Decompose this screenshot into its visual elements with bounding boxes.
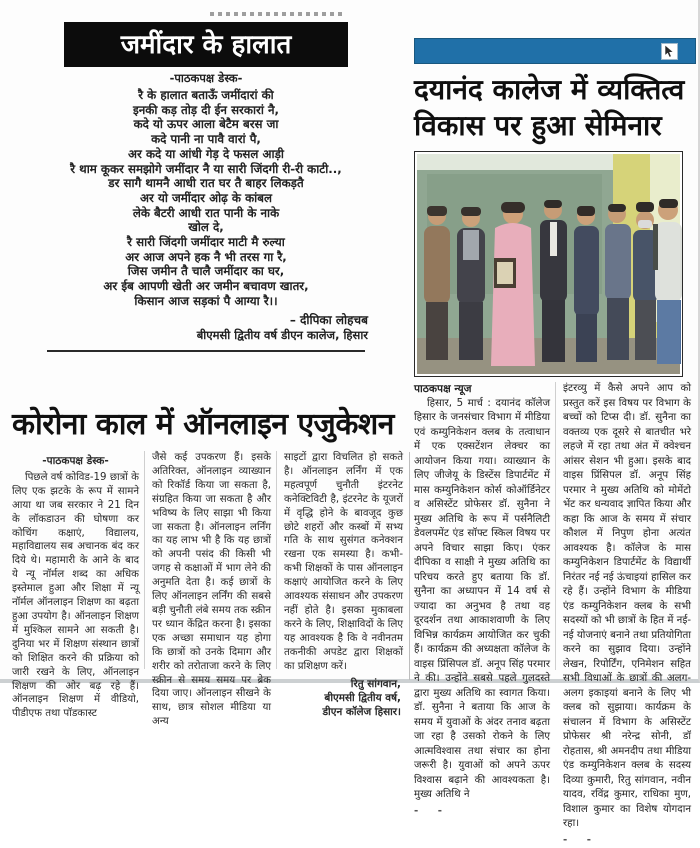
online-education-text-col2: जैसे कई उपकरण हैं। इसके अतिरिक्त, ऑनलाइन व्याख्यान को रिकॉर्ड किया जा सकता है, संग्रहित किया जा सकता है और भविष्य के लिए साझा भी किया जा सकता है। ऑनलाइन लर्निंग का यह लाभ भी है कि यह छात्रों को अपनी पसंद की किसी भी जगह से कक्षाओं में भाग लेने की अनुमति देता है। कई छात्रों के लिए ऑनलाइन लर्निंग की सबसे बड़ी चुनौती लंबे समय तक स्क्रीन पर ध्यान केंद्रित करना है। इसका एक अच्छा समाधान यह होगा कि छात्रों को उनके दिमाग और शरीर को तरोताजा करने के लिए स्क्रीन से समय समय पर ब्रेक दिया जाए। ऑनलाइन सीखने के साथ, छात्र सोशल मीडिया या अन्य [152,451,271,729]
page-box [661,43,678,60]
poem-line: रै सारी जिंदगी जमींदार माटी मै रुल्या [30,235,382,250]
seminar-group-photo [417,154,680,374]
online-education-column-1 [12,451,144,669]
online-education-signature-class: बीएमसी द्वितीय वर्ष, [284,691,401,705]
epaper-blue-bar [414,38,696,64]
poem-headline: जमींदार के हालात [64,22,348,67]
poem-line: अर कदे या आंधी गेड़ दे फसल आड़ी [30,147,382,162]
poem-line: जिस जमीन तै चालै जमींदार का घर, [30,264,382,279]
online-education-signature-college: डीएन कॉलेज हिसार। [284,705,401,719]
article-divider-rule [47,350,365,352]
end-mark: - - [414,805,550,820]
poem-line: रै के हालात बताऊँ जमींदारां की [30,88,382,103]
online-education-column-3 [276,451,408,669]
seminar-text-col2: इंटरव्यु में कैसे अपने आप को प्रस्तुत करें इस विषय पर विभाग के बच्चों को टिप्स दी। डॉ. सुनैना का वक्तव्य एक दूसरे से बातचीत भरे लहजे में रहा तथा अंत में क्वेश्चन आंसर सेशन भी हुआ। इसके बाद वाइस प्रिंसिपल डॉ. अनूप सिंह परमार ने मुख्य अतिथि को मोमेंटो भेंट कर धन्यवाद ज्ञापित किया और कहा कि आज के समय में संचार कौशल में निपुण होना अत्यंत आवश्यक है। कॉलेज के मास कम्युनिकेशन डिपार्टमेंट के विद्यार्थी निरंतर नई नई ऊंचाइयां हासिल कर रहे हैं। उन्होंने विभाग के मीडिया एंड कम्युनिकेशन क्लब के सभी सदस्यों को भी छात्रों के हित में नई-नई योजनाएं बनाने तथा प्रतियोगिता करने का सुझाव दिया। उन्होंने लेखन, रिपोर्टिंग, एनिमेशन सहित सभी विधाओं के छात्रों की अलग-अलग इकाइयां बनाने के लिए भी क्लब को सुझाया। कार्यक्रम के संचालन में विभाग के असिस्टेंट प्रोफेसर श्री नरेन्द्र सोनी, डॉ रोहतास, श्री अमनदीप तथा मीडिया एंड कम्युनिकेशन क्लब के सदस्य दिव्या कुमारी, रितु सांगवान, नवीन यादव, रविंद्र कुमार, राधिका मुण, विशाल कुमार का विशेष योगदान रहा। [563,382,691,832]
poem-line: कदे पानी ना पावै वारां पै, [30,132,382,147]
online-education-headline: कोरोना काल में ऑनलाइन एजुकेशन [12,402,410,443]
column-separator-rule [409,452,410,680]
seminar-column-1 [414,382,555,670]
poem-line: रै थाम कूकर समझोगे जमींदार नै या सारी जिंदगी री-री काटी.., [30,162,382,177]
poem-line: खोल दे, [30,220,382,235]
poem-line: अर ईब आपणी खेती अर जमीन बचावण खातर, [30,279,382,294]
online-education-byline: -पाठकपक्ष डेस्क- [12,455,139,469]
poem-body [30,88,382,309]
seminar-columns [414,382,696,670]
poem-line: लेके बैटरी आधी रात पानी के नाके [30,206,382,221]
article-seminar [414,38,696,670]
poem-line: कदे यो ऊपर आला बेटैम बरस जा [30,117,382,132]
seminar-photo-frame [414,151,683,377]
poem-line: अर यो जमींदार ओढ़ के कांबल [30,191,382,206]
poem-line: इनकी कड़ तोड़ दी ईन सरकारां नै, [30,103,382,118]
poem-line: किसान आज सड़कां पै आग्या रै।। [30,294,382,309]
poem-author-info: बीएमसी द्वितीय वर्ष डीएन कालेज, हिसार [30,328,382,343]
mouse-cursor-icon [664,45,675,58]
seminar-column-2 [555,382,696,670]
poem-line: अर आज अपने हक नै भी तरस गा रै, [30,250,382,265]
poem-author: – दीपिका लोहचब [30,311,382,328]
poem-byline: -पाठकपक्ष डेस्क- [30,71,382,86]
online-education-signature-name: रितु सांगवान, [284,677,401,691]
online-education-text-col1: पिछले वर्ष कोविड-19 छात्रों के लिए एक झटके के रूप में सामने आया था जब सरकार ने 21 दिन के लॉकडाउन की घोषणा कर कोचिंग कक्षाएं, विद्यालय, महाविद्यालय सब अचानक बंद कर दिये थे। महामारी के आने के बाद ये न्यू नॉर्मल शब्द का अधिक इस्तेमाल हुआ और शिक्षा में न्यू नॉर्मल ऑनलाइन शिक्षण का बढ़ता हुआ उपयोग है। ऑनलाइन शिक्षण में मुश्किल सामने आ सकती है। दुनिया भर में शिक्षण संस्थान छात्रों को शिक्षित करने की प्रक्रिया को जारी रखने के लिए, ऑनलाइन शिक्षण की ओर बढ़ रहे हैं। ऑनलाइन शिक्षण में वीडियो, पीडीएफ तथा पॉडकास्ट [12,471,139,721]
article-zamindar-poem [30,22,382,352]
seminar-byline: पाठकपक्ष न्यूज [414,382,550,397]
online-education-text-col3: साइटों द्वारा विचलित हो सकते है। ऑनलाइन लर्निंग में एक महत्वपूर्ण चुनौती इंटरनेट कनेक्टिविटी है, इंटरनेट के यूजरों में वृद्धि होने के बावजूद कुछ छोटे शहरों और कस्बों में सभ्य गति के साथ सुसंगत कनेक्शन रखना एक समस्या है। कभी-कभी शिक्षकों के पास ऑनलाइन कक्षाएं आयोजित करने के लिए आवश्यक संसाधन और उपकरण नहीं होते है। इसका मुकाबला करने के लिए, शिक्षाविदों के लिए यह आवश्यक है कि वे नवीनतम तकनीकी अपडेट द्वारा शिक्षकों का प्रशिक्षण करें। [284,451,403,674]
seminar-headline: दयानंद कालेज में व्यक्तित्व विकास पर हुआ सेमिनार [414,72,696,144]
online-education-column-2 [144,451,276,669]
end-mark: - - [563,834,691,848]
article-online-education [12,402,410,669]
online-education-columns [12,451,410,669]
poem-line: डर सागै थामनै आधी रात घर तै बाहर लिकड़तै [30,176,382,191]
seminar-text-col1: हिसार, 5 मार्च : दयानंद कॉलेज हिसार के जनसंचार विभाग में मीडिया एवं कम्युनिकेशन क्लब के तत्वाधान में एक एक्सटेंशन लेक्चर का आयोजन किया गया। व्याख्यान के लिए जीजेयू के डिस्टेंस डिपार्टमेंट में मास कम्युनिकेशन कोर्स कोऑर्डिनेटर व असिस्टेंट प्रोफेसर डॉ. सुनैना ने मुख्य अतिथि के रूप में पर्सनैलिटी डेवलपमेंट एंड सॉफ्ट स्किल विषय पर अपने विचार साझा किए। एंकर दीपिका व साक्षी ने मुख्य अतिथि का परिचय करते हुए बताया कि डॉ. सुनैना का अध्यापन में 14 वर्ष से ज्यादा का अनुभव है तथा वह दूरदर्शन तथा आकाशवाणी के लिए विभिन्न कार्यक्रम आयोजित कर चुकी हैं। कार्यक्रम की अध्यक्षता कॉलेज के वाइस प्रिंसिपल डॉ. अनूप सिंह परमार ने की। उन्होंने सबसे पहले गुलदस्ते द्वारा मुख्य अतिथि का स्वागत किया। डॉ. सुनैना ने बताया कि आज के समय में युवाओं के अंदर तनाव बढ़ता जा रहा है उसको रोकने के लिए आत्मविश्वास तथा संचार का होना जरूरी है। युवाओं को अपने ऊपर विश्वास बढ़ाने की आवश्यकता है। मुख्य अतिथि ने [414,397,550,803]
torn-dateline-fragment [210,12,342,16]
